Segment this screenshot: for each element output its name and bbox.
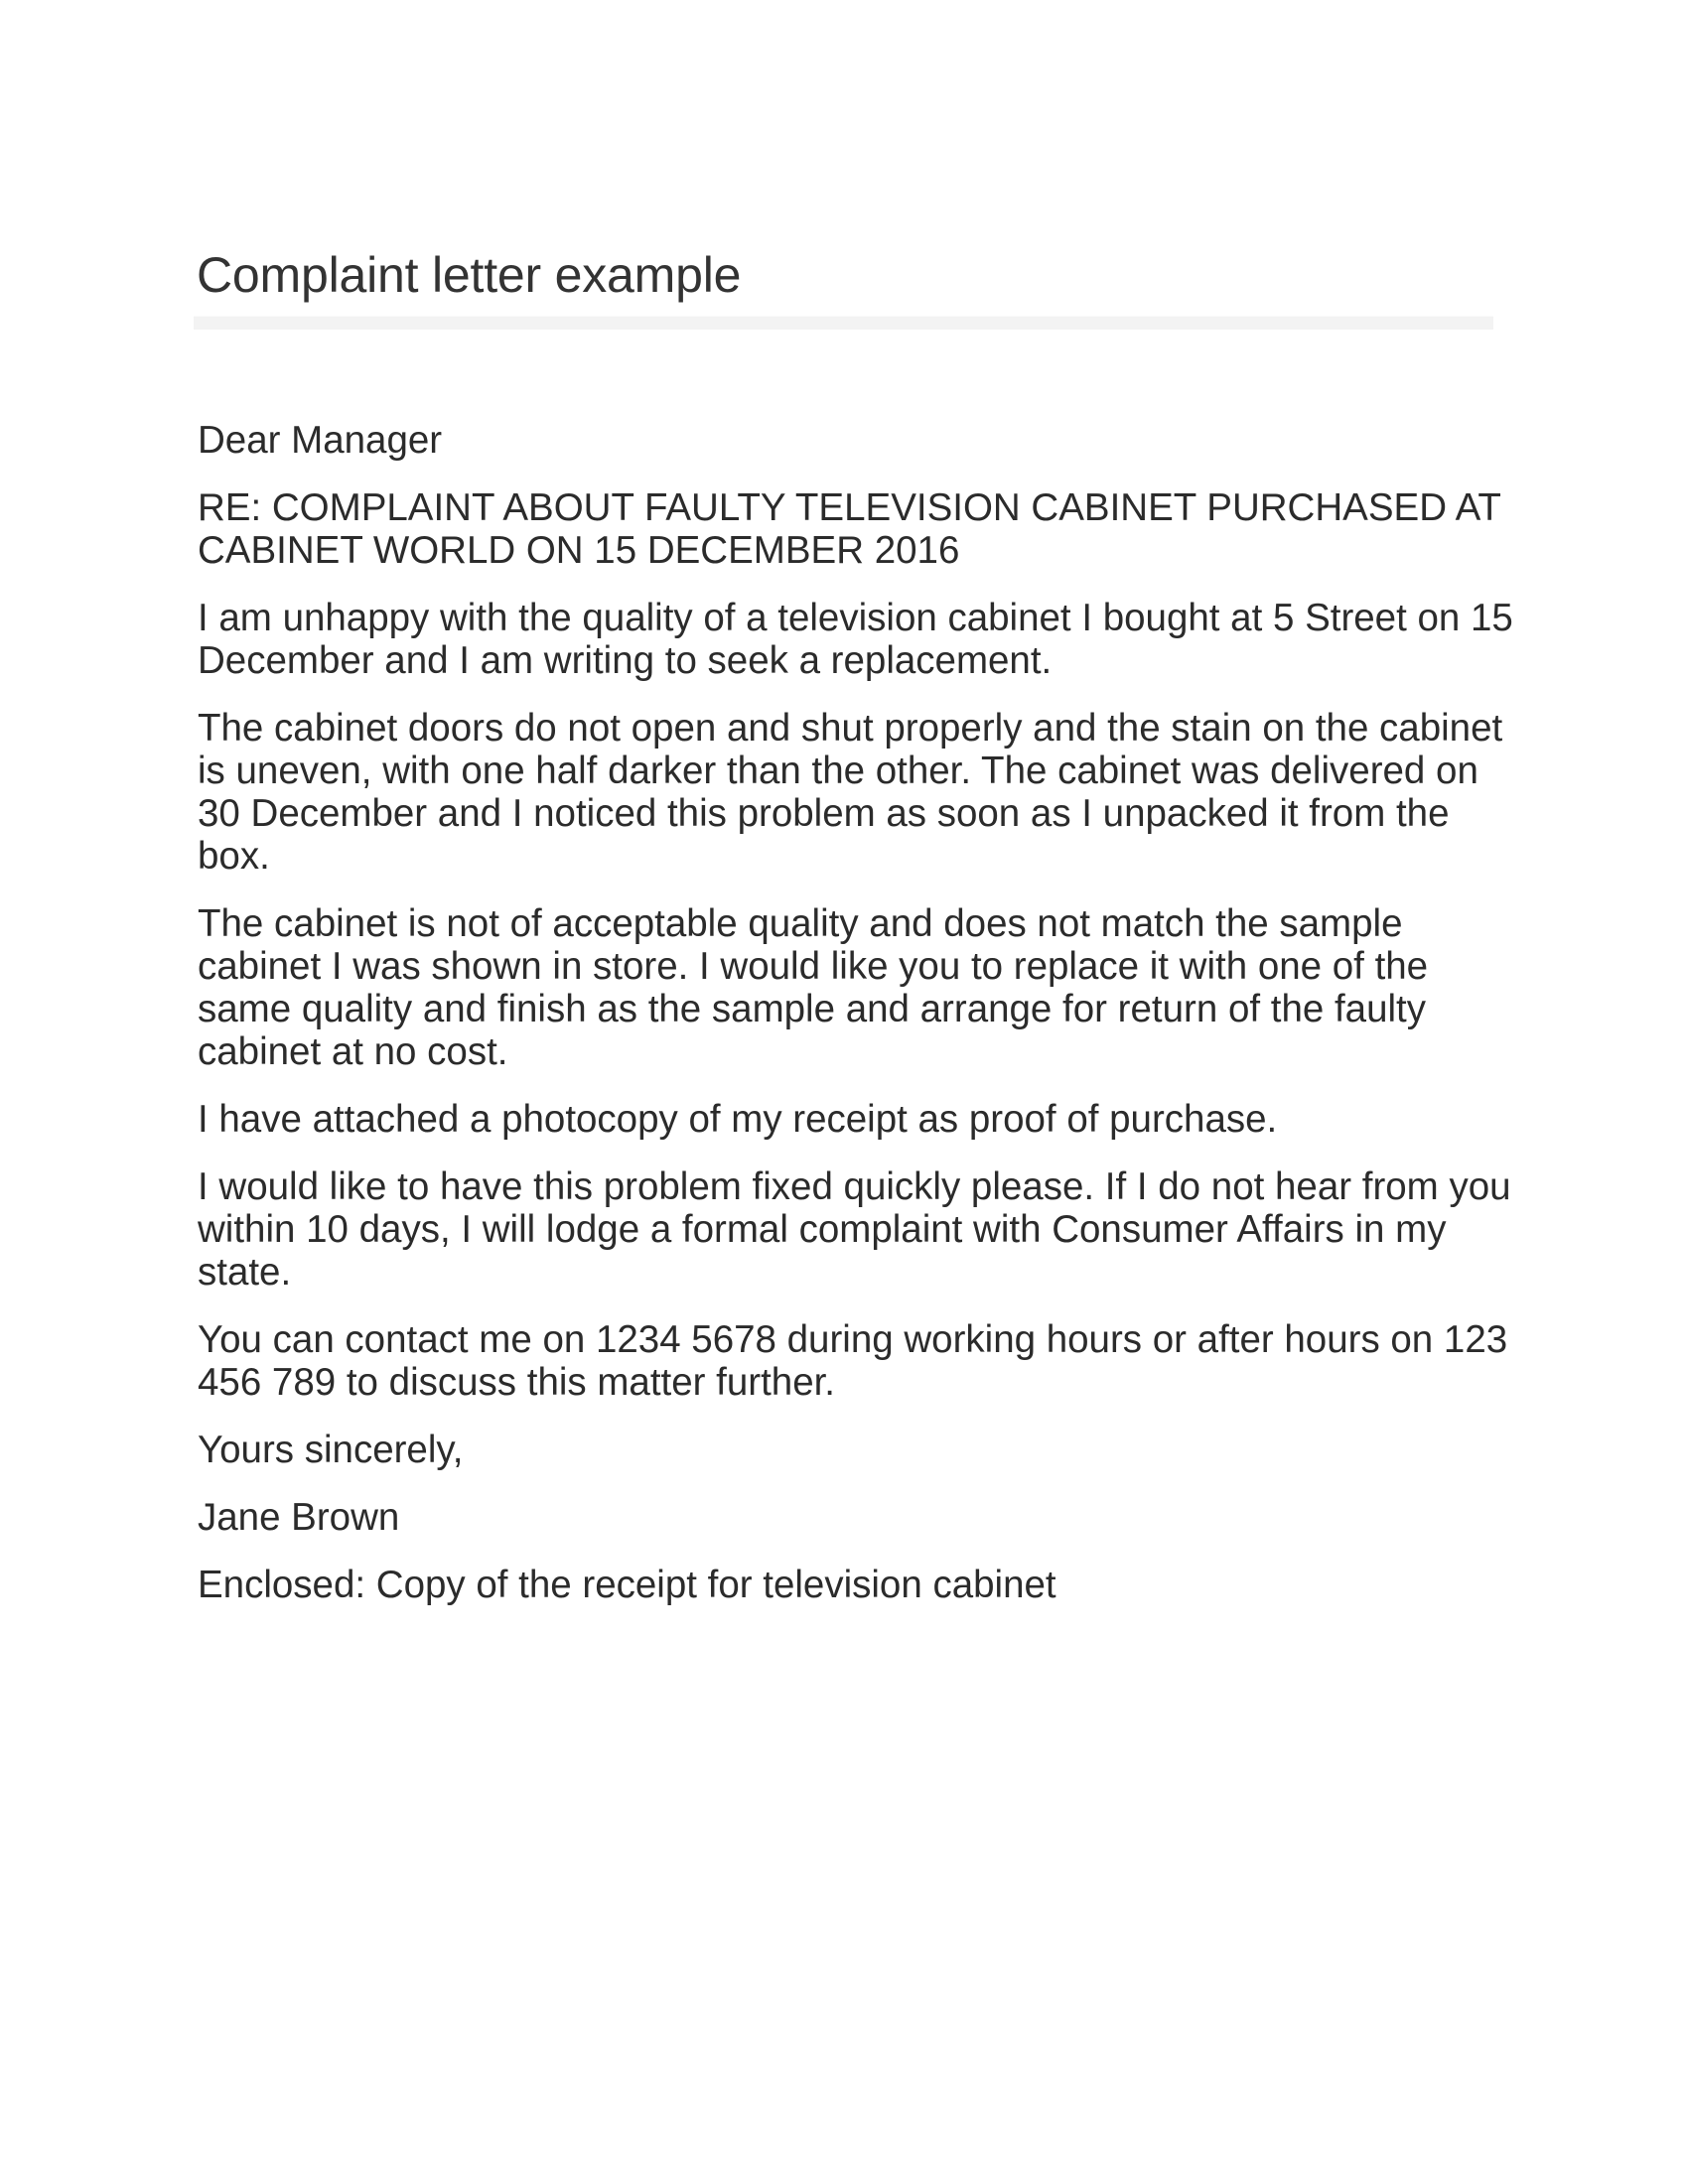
closing-line: Yours sincerely, (198, 1429, 464, 1471)
salutation (198, 419, 1508, 462)
text-line: cabinet I was shown in store. I would like you to replace it with one of the (198, 945, 1429, 988)
text-line: 30 December and I noticed this problem as soon as I unpacked it from the (198, 792, 1450, 835)
subject-line (198, 486, 1508, 572)
subject-line-1: RE: COMPLAINT ABOUT FAULTY TELEVISION CABINET PURCHASED AT (198, 486, 1501, 529)
paragraph-intro (198, 597, 1513, 682)
paragraph-attachment (198, 1098, 1508, 1141)
text-line: same quality and finish as the sample and arrange for return of the faulty (198, 988, 1426, 1030)
text-line: is uneven, with one half darker than the other. The cabinet was delivered on (198, 750, 1478, 792)
text-line: I have attached a photocopy of my receipt as proof of purchase. (198, 1098, 1278, 1141)
title-divider (194, 316, 1493, 330)
text-line: I would like to have this problem fixed quickly please. If I do not hear from you (198, 1165, 1511, 1208)
text-line: 456 789 to discuss this matter further. (198, 1361, 835, 1404)
letter-body (198, 419, 1513, 1631)
subject-line-2: CABINET WORLD ON 15 DECEMBER 2016 (198, 529, 960, 572)
text-line: December and I am writing to seek a replacement. (198, 639, 1053, 682)
text-line: The cabinet is not of acceptable quality and does not match the sample (198, 902, 1403, 945)
paragraph-problem (198, 707, 1508, 878)
enclosure-note (198, 1564, 1508, 1606)
text-line: state. (198, 1251, 292, 1294)
signature-name: Jane Brown (198, 1496, 400, 1539)
paragraph-contact (198, 1318, 1508, 1404)
enclosure-line: Enclosed: Copy of the receipt for television cabinet (198, 1564, 1056, 1606)
text-line: within 10 days, I will lodge a formal complaint with Consumer Affairs in my (198, 1208, 1447, 1251)
text-line: I am unhappy with the quality of a television cabinet I bought at 5 Street on 15 (198, 597, 1513, 639)
text-line: You can contact me on 1234 5678 during working hours or after hours on 123 (198, 1318, 1508, 1361)
signature (198, 1496, 1508, 1539)
text-line: box. (198, 835, 270, 878)
document-title: Complaint letter example (197, 247, 742, 303)
text-line: cabinet at no cost. (198, 1030, 508, 1073)
paragraph-request (198, 902, 1508, 1073)
salutation-line: Dear Manager (198, 419, 443, 462)
paragraph-deadline (198, 1165, 1511, 1294)
closing (198, 1429, 1508, 1471)
text-line: The cabinet doors do not open and shut properly and the stain on the cabinet (198, 707, 1503, 750)
